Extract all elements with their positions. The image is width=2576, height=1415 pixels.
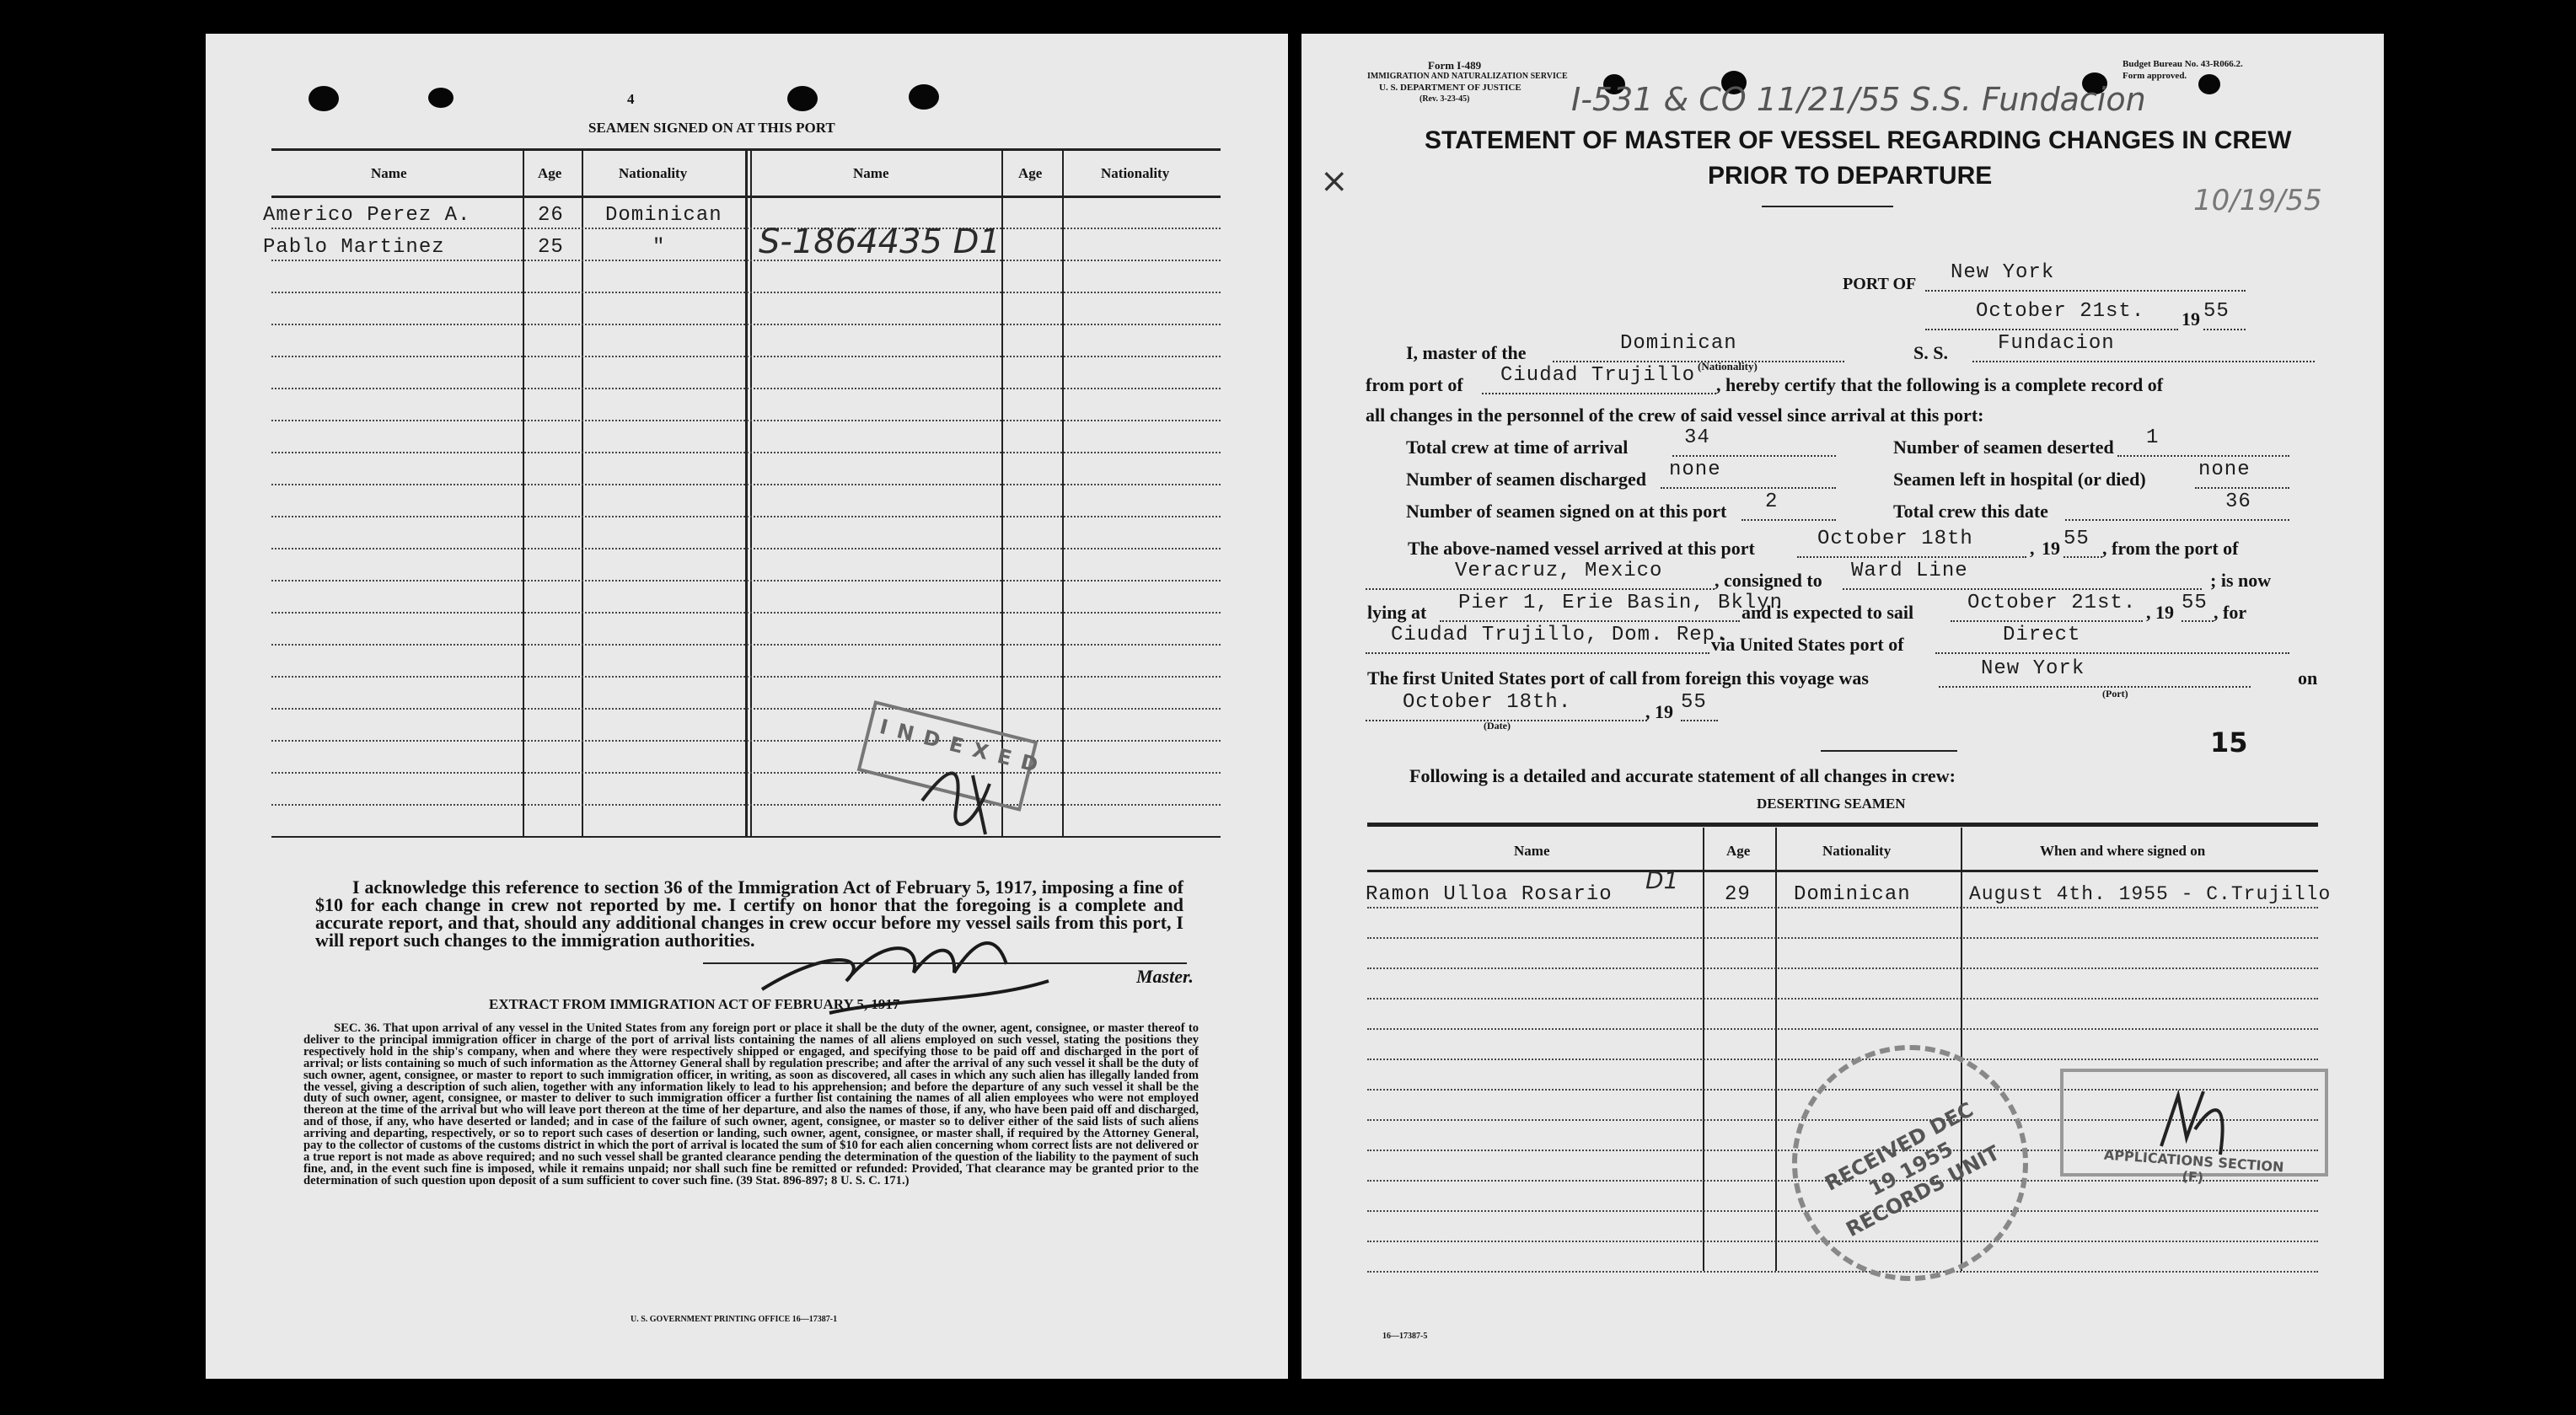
hospital-field: none	[2195, 458, 2289, 489]
table-bottom-rule	[271, 836, 1221, 838]
punch-hole	[787, 86, 818, 111]
for-label: , for	[2214, 602, 2247, 623]
col-divider	[745, 148, 748, 836]
seaman-name: Pablo Martinez	[263, 236, 445, 259]
arrived-year-field: 55	[2063, 528, 2102, 558]
consigned-label: , consigned to	[1715, 570, 1822, 591]
deserter-signed-on: August 4th. 1955 - C.Trujillo	[1969, 883, 2332, 905]
handwritten-header: I-531 & CO 11/21/55 S.S. Fundacion	[1571, 81, 2146, 118]
deserted-field: 1	[2117, 426, 2289, 457]
col-divider	[1062, 148, 1064, 836]
total-crew-date-field: 36	[2065, 490, 2289, 521]
col-divider	[1775, 828, 1777, 1271]
handwritten-number: S-1864435 D1	[759, 222, 1001, 261]
via-port-field: Direct	[1935, 624, 2289, 654]
stamped-number: 15	[2210, 726, 2248, 758]
col-divider	[523, 148, 524, 836]
title-rule	[1762, 206, 1893, 207]
column-header-nationality: Nationality	[619, 165, 688, 181]
seaman-age: 26	[538, 204, 564, 227]
column-header-age: Age	[538, 165, 562, 181]
column-header-signed-on: When and where signed on	[2040, 843, 2206, 859]
punch-hole	[909, 84, 939, 110]
column-header-nationality: Nationality	[1822, 843, 1892, 859]
nationality-field: Dominican	[1553, 332, 1844, 362]
form-number: Form I-489	[1428, 59, 1482, 72]
via-label: via United States port of	[1711, 634, 1904, 655]
from-port-field: Ciudad Trujillo	[1482, 364, 1716, 394]
form-subtitle: PRIOR TO DEPARTURE	[1708, 162, 1993, 190]
applications-stamp: APPLICATIONS SECTION (F)	[2060, 1069, 2328, 1176]
punch-hole	[428, 88, 453, 108]
seaman-nationality: Dominican	[605, 204, 722, 227]
indexed-stamp: INDEXED	[857, 700, 1038, 812]
now-label: ; is now	[2210, 570, 2272, 591]
total-crew-arrival-label: Total crew at time of arrival	[1406, 437, 1629, 458]
port-of-field: New York	[1925, 261, 2246, 292]
first-date-field: October 18th.	[1366, 691, 1647, 721]
table-header-rule	[1367, 870, 2318, 872]
section-title: SEAMEN SIGNED ON AT THIS PORT	[588, 120, 835, 136]
date-field: October 21st.	[1925, 300, 2178, 330]
signed-on-label: Number of seamen signed on at this port	[1406, 501, 1727, 522]
footer-code: 16—17387-5	[1382, 1332, 1428, 1341]
extract-title: EXTRACT FROM IMMIGRATION ACT OF FEBRUARY 5, 1917	[489, 996, 900, 1012]
master-of-label: I, master of the	[1406, 342, 1527, 363]
form-approved: Form approved.	[2123, 71, 2187, 81]
arrived-from-field: Veracruz, Mexico	[1366, 560, 1715, 590]
deserting-title: DESERTING SEAMEN	[1757, 796, 1906, 812]
deserted-label: Number of seamen deserted	[1893, 437, 2114, 458]
lying-at-field: Pier 1, Erie Basin, Bklyn	[1440, 592, 1740, 622]
agency-department: U. S. DEPARTMENT OF JUSTICE	[1379, 83, 1521, 93]
seaman-age: 25	[538, 236, 564, 259]
divider-rule	[1821, 750, 1957, 752]
column-header-name: Name	[1514, 843, 1550, 859]
punch-hole	[2198, 74, 2220, 94]
on-label: on	[2298, 667, 2318, 689]
deserter-age: 29	[1725, 883, 1751, 906]
sail-for-field: Ciudad Trujillo, Dom. Rep.	[1366, 624, 1709, 654]
arrived-label: The above-named vessel arrived at this port	[1408, 538, 1755, 559]
handwritten-date: 10/19/55	[2193, 184, 2322, 217]
lying-label: lying at	[1367, 602, 1427, 623]
extract-text: SEC. 36. That upon arrival of any vessel in the United States from any foreign port or place it shall be the duty of the owner, agent, consignee, or master thereof to deliver to the principal immigration officer in charge of the port of arrival lists containing the names of all aliens employed on such vessel, stating the positions they respectively hold in the ship's company, when and where they were respectively shipped or engaged, and specifying those to be paid off and discharged in the port of arrival; or lists containing so much of such information as the Attorney General shall by regulation prescribe; and after the arrival of any such vessel it shall be the duty of such owner, agent, consignee, or master to report to such immigration officer, in writing, as soon as discovered, all cases in which any such alien has illegally landed from the vessel, giving a description of such alien, together with any information likely to lead to his apprehension; and before the departure of any such vessel it shall be the duty of such owner, agent, consignee, or master to deliver to such immigration officer a further list containing the names of all alien employees who were not employed thereon at the time of the arrival but who will leave port thereon at the time of her departure, and also the names of those, if any, who have been paid off and discharged, and of those, if any, who have deserted or landed; and in case of the failure of such owner, agent, consignee, or master so to deliver either of the said lists of such aliens arriving and departing, respectively, or so to report such cases of desertion or landing, such owner, agent, consignee, or master shall, if required by the Attorney General, pay to the collector of customs of the customs district in which the port of arrival is located the sum of $10 for each alien concerning whom correct lists are not delivered or a true report is not made as above required; and no such vessel shall be granted clearance pending the determination of the question of the liability to the payment of such fine, and, in the event such fine is imposed, while it remains unpaid; nor shall such fine be remitted or refunded: Provided, That clearance may be granted prior to the determination of such question upon deposit of a sum sufficient to cover such fine. (39 Stat. 896-897; 8 U. S. C. 171.)	[303, 1021, 1199, 1187]
agency-line: IMMIGRATION AND NATURALIZATION SERVICE	[1367, 72, 1568, 81]
received-stamp: RECEIVED DEC 19 1955 RECORDS UNIT	[1792, 1045, 2028, 1281]
initials-mark	[2144, 1079, 2246, 1163]
check-mark: ×	[1320, 162, 1349, 201]
from-port-of-label: , from the port of	[2102, 538, 2239, 559]
col-divider	[750, 148, 752, 836]
deserter-nationality: Dominican	[1794, 883, 1911, 906]
vessel-field: Fundacion	[1972, 332, 2315, 362]
consigned-to-field: Ward Line	[1843, 560, 2202, 590]
printing-office: U. S. GOVERNMENT PRINTING OFFICE 16—17387-1	[631, 1315, 838, 1324]
arrived-year-prefix: 19	[2042, 538, 2060, 559]
port-of-label: PORT OF	[1843, 275, 1917, 293]
budget-bureau: Budget Bureau No. 43-R066.2.	[2123, 59, 2243, 69]
punch-hole	[309, 86, 339, 111]
date-caption: (Date)	[1484, 720, 1511, 732]
left-page	[206, 34, 1288, 1379]
col-divider	[1703, 828, 1704, 1271]
date-year-field: 55	[2203, 300, 2246, 330]
right-page: Form I-489 IMMIGRATION AND NATURALIZATION SERVICE U. S. DEPARTMENT OF JUSTICE (Rev. 3-23-45) Budget Bureau No. 43-R066.2. Form approved. I-531 & CO 11/21/55 S.S. Fundacion 10/19/55 × STATEMENT OF MASTER OF VESSEL REGARDING CHANGES IN CREW PRIOR TO DEPARTURE PORT OF New York October 21st. 19 55 I, master of the Dominican (Nationality) S. S. Fundacion from port of Ciudad Trujillo , hereby certify that the following is a complete record of all changes in the personnel of the crew of said vessel since arrival at this port: Total crew at time of arrival 34 Number of seamen deserted 1 Number of seamen discharged none Seamen left in hospital (or died) none Number of seamen signed on at this port 2 Total crew this date 36 The above-named vessel arrived at this port October 18th , 19 55 , from the port of Veracruz, Mexico , consigned to Ward Line ; is now lying at Pier 1, Erie Basin, Bklyn and is expected to sail October 21st. , 19 55 , for Ciudad Trujillo, Dom. Rep. via United States port of Direct The first United States port of call from foreign this voyage was New York on (Port) October 18th. , 19 55 (Date) 15 Following is a detailed and accurate statement of all changes in crew: DESERTING SEAMEN Name Age Nationality When and where signed on Ramon Ulloa Rosario D1 29 Dominican August 4th. 1955 - C.Trujillo RECEIVED DEC 19 1955 RECORDS UNIT APPLICATIONS SECTION (F) 16—17387-5	[1301, 34, 2384, 1379]
discharged-field: none	[1661, 458, 1836, 489]
deserter-name: Ramon Ulloa Rosario	[1366, 883, 1613, 906]
hospital-label: Seamen left in hospital (or died)	[1893, 469, 2146, 490]
sail-year-field: 55	[2182, 592, 2214, 622]
column-header-name: Name	[853, 165, 889, 181]
certify-text-continued: all changes in the personnel of the crew of said vessel since arrival at this port:	[1366, 405, 1984, 426]
seaman-name: Americo Perez A.	[263, 204, 471, 227]
seaman-nationality: "	[652, 236, 666, 259]
first-port-label: The first United States port of call from foreign this voyage was	[1367, 667, 1869, 689]
initials-mark	[914, 750, 1015, 843]
expected-label: and is expected to sail	[1741, 602, 1914, 623]
first-port-field: New York	[1939, 657, 2251, 688]
table-top-rule	[1367, 823, 2318, 827]
port-caption: (Port)	[2102, 688, 2128, 699]
column-header-name: Name	[371, 165, 407, 181]
acknowledgment-text: I acknowledge this reference to section 36 of the Immigration Act of February 5, 1917, imposing a fine of $10 for each change in crew not reported by me. I certify on honor that the foregoing is a complete and accurate report, and that, should any additional changes in crew occur before my vessel sails from this port, I will report such changes to the immigration authorities.	[315, 876, 1183, 951]
ss-label: S. S.	[1913, 342, 1948, 363]
total-crew-date-label: Total crew this date	[1893, 501, 2048, 522]
column-header-age: Age	[1018, 165, 1043, 181]
discharged-label: Number of seamen discharged	[1406, 469, 1646, 490]
arrived-date-field: October 18th	[1797, 528, 2026, 558]
signed-on-field: 2	[1741, 490, 1836, 521]
sail-date-field: October 21st.	[1951, 592, 2143, 622]
following-label: Following is a detailed and accurate statement of all changes in crew:	[1409, 765, 1956, 786]
first-year-field: 55	[1681, 691, 1718, 721]
certify-text: , hereby certify that the following is a complete record of	[1716, 374, 2164, 395]
column-header-age: Age	[1726, 843, 1751, 859]
signature-line	[703, 962, 1187, 964]
page-number: 4	[627, 91, 635, 107]
master-label: Master.	[1136, 966, 1194, 987]
deserter-mark: D1	[1645, 866, 1679, 894]
form-title: STATEMENT OF MASTER OF VESSEL REGARDING CHANGES IN CREW	[1425, 126, 2292, 154]
column-header-nationality: Nationality	[1101, 165, 1170, 181]
col-divider	[582, 148, 583, 836]
date-year-prefix: 19	[2182, 308, 2200, 330]
form-revision: (Rev. 3-23-45)	[1419, 94, 1470, 104]
from-port-label: from port of	[1366, 374, 1463, 395]
total-crew-arrival-field: 34	[1672, 426, 1836, 457]
nationality-caption: (Nationality)	[1698, 360, 1758, 373]
